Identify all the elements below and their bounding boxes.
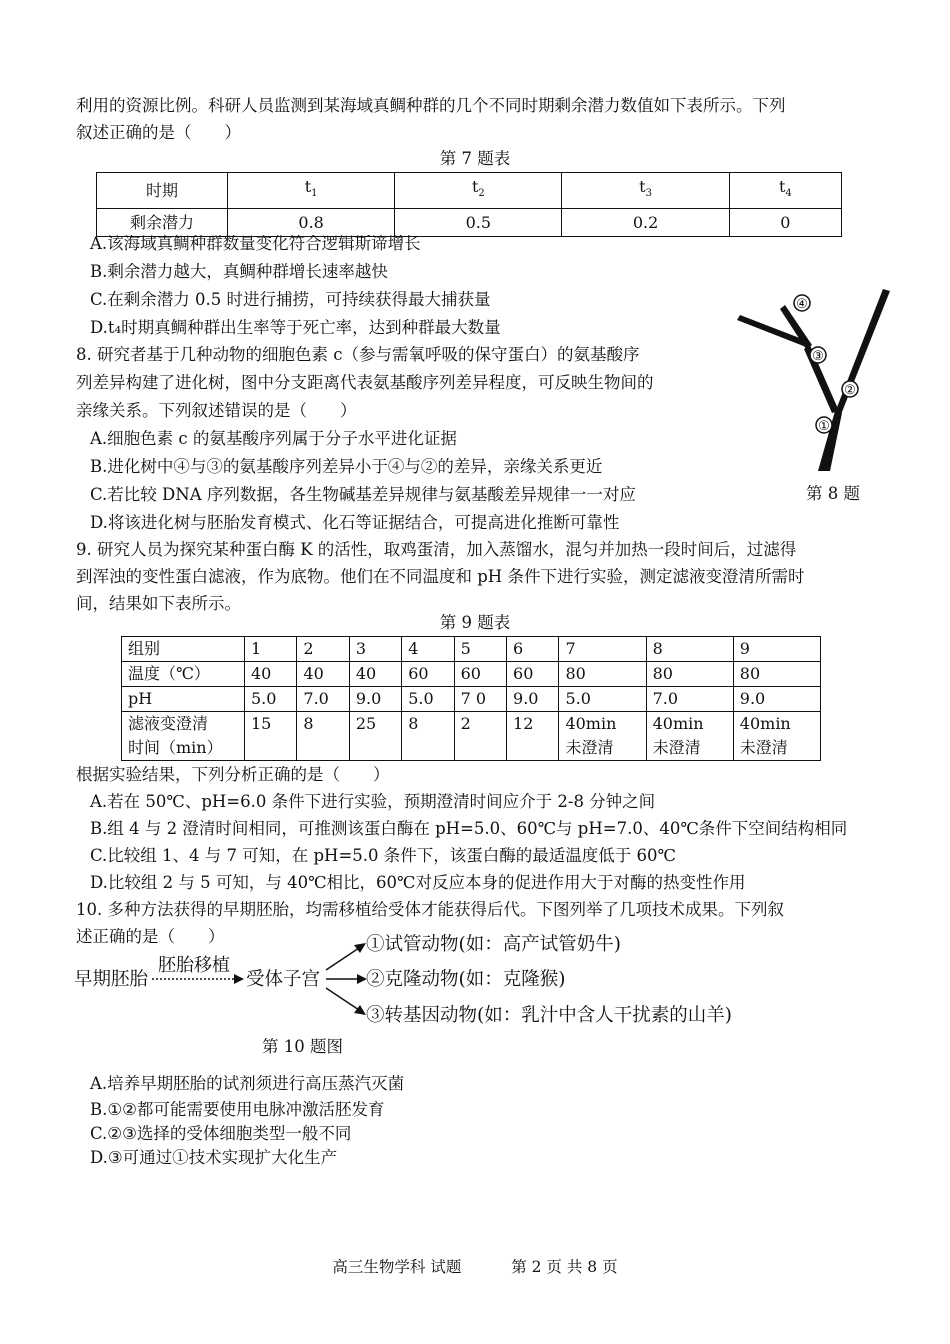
q9-label-time: 滤液变澄清 时间（min） (122, 712, 245, 761)
q9-ph-4: 5.0 (402, 687, 454, 712)
q7-option-c: C.在剩余潜力 0.5 时进行捕捞，可持续获得最大捕获量 (90, 290, 491, 309)
q9-label-ph: pH (122, 687, 245, 712)
q9-temp-6: 60 (507, 662, 559, 687)
q9-time-3: 25 (349, 712, 401, 761)
q9-ph-3: 9.0 (349, 687, 401, 712)
q9-option-a: A.若在 50℃、pH=6.0 条件下进行实验，预期澄清时间应介于 2-8 分钟之间 (90, 792, 656, 811)
q7-period-3: $t_3$ (562, 173, 729, 209)
q10-diagram-result-2: ②克隆动物(如：克隆猴) (366, 969, 566, 990)
tree-branch-2 (834, 289, 890, 417)
q8-option-b: B.进化树中④与③的氨基酸序列差异小于④与②的差异，亲缘关系更近 (90, 457, 603, 476)
q9-ph-2: 7.0 (297, 687, 349, 712)
q9-option-d: D.比较组 2 与 5 可知，与 40℃相比，60℃对反应本身的促进作用大于对酶的热变性作用 (90, 873, 746, 892)
q9-temp-1: 40 (245, 662, 297, 687)
q7-row-label: 剩余潜力 (97, 208, 228, 237)
q9-temp-8: 80 (646, 662, 733, 687)
arrow-to-uterus (234, 974, 244, 984)
q9-group-8: 8 (646, 637, 733, 662)
q8-stem-2: 列差异构建了进化树，图中分支距离代表氨基酸序列差异程度，可反映生物间的 (76, 373, 654, 392)
q9-time-8: 40min 未澄清 (646, 712, 733, 761)
tree-node-2: ② (844, 383, 856, 398)
q7-value-3: 0.2 (562, 208, 729, 237)
tree-node-4: ④ (796, 297, 808, 312)
q9-stem-3: 间，结果如下表所示。 (76, 594, 241, 613)
q9-group-9: 9 (733, 637, 820, 662)
intro-line-1: 利用的资源比例。科研人员监测到某海域真鲷种群的几个不同时期剩余潜力数值如下表所示。下列 (76, 96, 786, 115)
q8-stem-1: 8. 研究者基于几种动物的细胞色素 c（参与需氧呼吸的保守蛋白）的氨基酸序 (76, 345, 640, 364)
q7-value-1: 0.8 (228, 208, 395, 237)
q9-temp-5: 60 (454, 662, 506, 687)
q10-stem-2: 述正确的是（ ） (76, 927, 225, 946)
q10-figure-caption: 第 10 题图 (262, 1037, 343, 1056)
q10-diagram-target: 受体子宫 (246, 969, 321, 990)
q7-period-1: $t_1$ (228, 173, 395, 209)
q9-table-caption: 第 9 题表 (439, 613, 511, 632)
q9-temp-2: 40 (297, 662, 349, 687)
q10-option-a: A.培养早期胚胎的试剂须进行高压蒸汽灭菌 (90, 1074, 405, 1093)
q9-ph-1: 5.0 (245, 687, 297, 712)
q9-question: 根据实验结果，下列分析正确的是（ ） (76, 765, 390, 784)
q9-time-6: 12 (507, 712, 559, 761)
q9-time-7: 40min 未澄清 (559, 712, 646, 761)
q9-temp-9: 80 (733, 662, 820, 687)
q9-temp-3: 40 (349, 662, 401, 687)
q10-stem-1: 10. 多种方法获得的早期胚胎，均需移植给受体才能获得后代。下图列举了几项技术成果。下列叙 (76, 900, 784, 919)
q9-time-2: 8 (297, 712, 349, 761)
page-footer (0, 1254, 950, 1282)
arrow-to-result-1 (354, 943, 366, 953)
q9-table (121, 636, 821, 761)
q10-option-b: B.①②都可能需要使用电脉冲激活胚发育 (90, 1100, 385, 1119)
q7-option-d: D.t₄时期真鲷种群出生率等于死亡率，达到种群最大数量 (90, 318, 501, 337)
q8-option-a: A.细胞色素 c 的氨基酸序列属于分子水平进化证据 (90, 429, 457, 448)
q7-value-2: 0.5 (395, 208, 562, 237)
q9-stem-1: 9. 研究人员为探究某种蛋白酶 K 的活性，取鸡蛋清，加入蒸馏水，混匀并加热一段时间后，过滤得 (76, 540, 797, 559)
q10-diagram-source: 早期胚胎 (74, 969, 149, 990)
q10-option-c: C.②③选择的受体细胞类型一般不同 (90, 1124, 352, 1143)
q9-temp-4: 60 (402, 662, 454, 687)
q9-option-c: C.比较组 1、4 与 7 可知，在 pH=5.0 条件下，该蛋白酶的最适温度低于 60℃ (90, 846, 676, 865)
intro-line-2: 叙述正确的是（ ） (76, 123, 241, 142)
q9-group-1: 1 (245, 637, 297, 662)
arrow-to-result-3 (354, 1005, 366, 1015)
q8-option-d: D.将该进化树与胚胎发育模式、化石等证据结合，可提高进化推断可靠性 (90, 513, 620, 532)
q9-ph-9: 9.0 (733, 687, 820, 712)
q7-table (96, 172, 842, 237)
q9-group-3: 3 (349, 637, 401, 662)
q8-option-c: C.若比较 DNA 序列数据，各生物碱基差异规律与氨基酸差异规律一一对应 (90, 485, 636, 504)
q9-ph-7: 5.0 (559, 687, 646, 712)
q10-diagram-result-3: ③转基因动物(如：乳汁中含人干扰素的山羊) (366, 1005, 732, 1026)
q10-option-d: D.③可通过①技术实现扩大化生产 (90, 1148, 338, 1167)
q9-time-9: 40min 未澄清 (733, 712, 820, 761)
q7-value-4: 0 (729, 208, 841, 237)
q7-table-caption: 第 7 题表 (439, 149, 511, 168)
tree-node-3: ③ (812, 349, 824, 364)
q9-group-4: 4 (402, 637, 454, 662)
q9-time-4: 8 (402, 712, 454, 761)
q8-evolution-tree (730, 285, 900, 480)
q8-figure-caption: 第 8 题 (806, 484, 860, 503)
tree-node-1: ① (818, 419, 830, 434)
q9-group-5: 5 (454, 637, 506, 662)
q7-period-4: $t_4$ (729, 173, 841, 209)
q10-diagram-arrow-label: 胚胎移植 (158, 955, 230, 976)
q9-ph-6: 9.0 (507, 687, 559, 712)
q9-label-group: 组别 (122, 637, 245, 662)
q9-option-b: B.组 4 与 2 澄清时间相同，可推测该蛋白酶在 pH=5.0、60℃与 pH=7.0、40℃条件下空间结构相同 (90, 819, 848, 838)
q9-group-7: 7 (559, 637, 646, 662)
q7-header-label: 时期 (97, 173, 228, 209)
q9-time-1: 15 (245, 712, 297, 761)
q9-time-5: 2 (454, 712, 506, 761)
q9-stem-2: 到浑浊的变性蛋白滤液，作为底物。他们在不同温度和 pH 条件下进行实验，测定滤液变澄清所需时 (76, 567, 805, 586)
q9-temp-7: 80 (559, 662, 646, 687)
q10-diagram-result-1: ①试管动物(如：高产试管奶牛) (366, 934, 621, 955)
q9-group-2: 2 (297, 637, 349, 662)
q7-period-2: $t_2$ (395, 173, 562, 209)
q9-label-temp: 温度（℃） (122, 662, 245, 687)
footer-page-number: 第 2 页 共 8 页 (511, 1258, 618, 1276)
footer-subject: 高三生物学科 试题 (332, 1258, 462, 1276)
q7-option-b: B.剩余潜力越大，真鲷种群增长速率越快 (90, 262, 388, 281)
q9-ph-8: 7.0 (646, 687, 733, 712)
q7-option-a: A.该海域真鲷种群数量变化符合逻辑斯谛增长 (90, 234, 421, 253)
q9-group-6: 6 (507, 637, 559, 662)
q9-ph-5: 7 0 (454, 687, 506, 712)
q8-stem-3: 亲缘关系。下列叙述错误的是（ ） (76, 401, 357, 420)
